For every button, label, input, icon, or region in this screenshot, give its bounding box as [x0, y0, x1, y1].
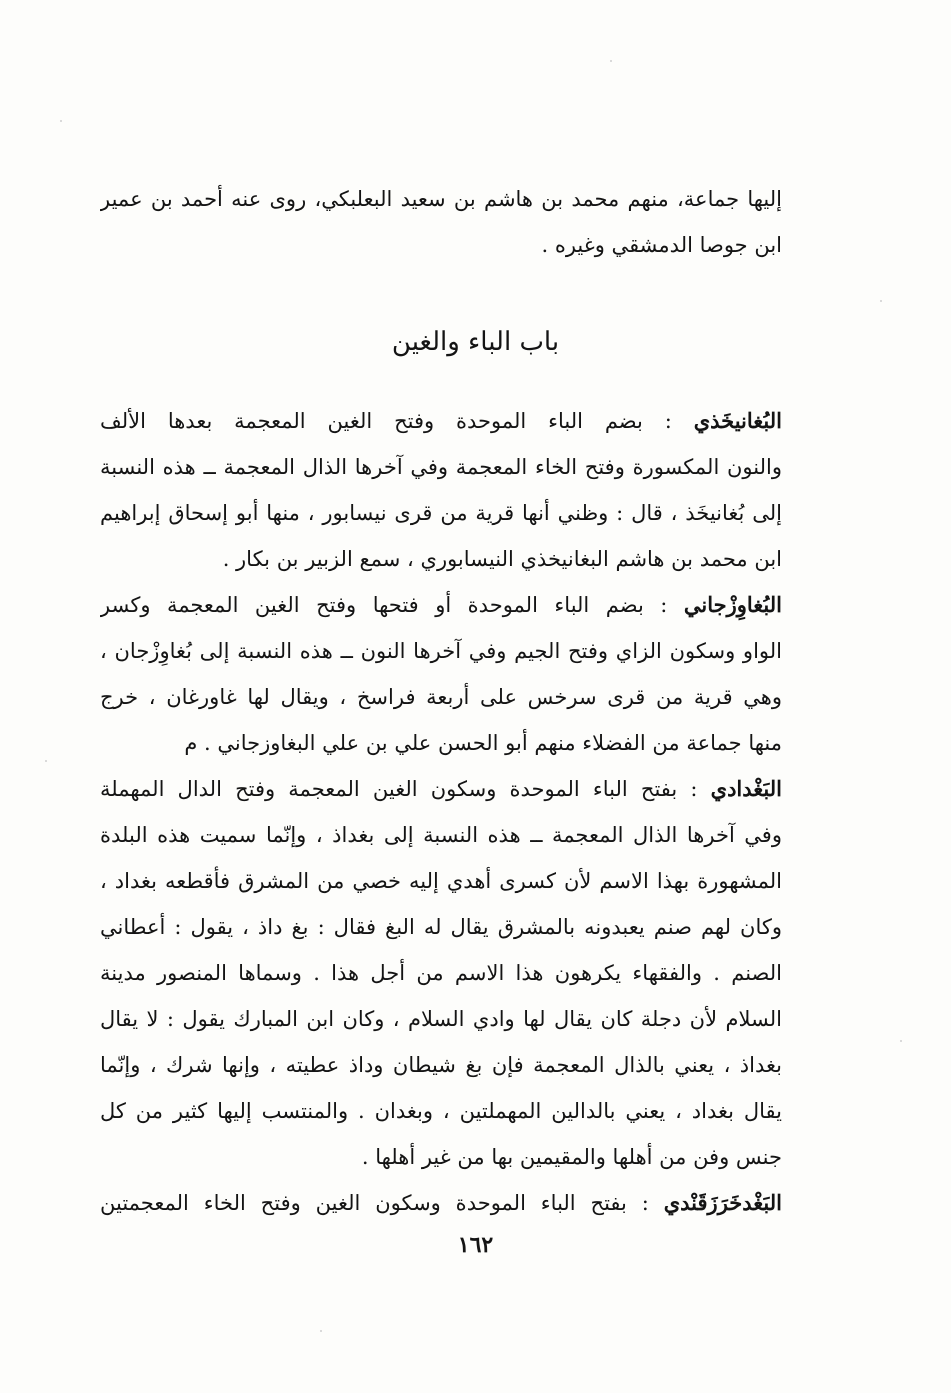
entry	[100, 1180, 782, 1226]
paper-speck	[610, 60, 612, 62]
text-line: المشهورة بهذا الاسم لأن كسرى أهدي إليه خصي من المشرق فأقطعه بغداد ،	[100, 869, 782, 893]
text-line: بغداذ ، يعني بالذال المعجمة فإن بغ شيطان وداذ عطيته ، وإنها شرك ، وإنّما	[100, 1053, 782, 1077]
entry	[100, 582, 782, 766]
text-line: ابن جوصا الدمشقي وغيره .	[541, 233, 782, 257]
entry-first-line	[100, 398, 782, 444]
entry-term: البَغْدادي	[710, 776, 782, 801]
entry	[100, 398, 782, 582]
text-line: إليها جماعة، منهم محمد بن هاشم بن سعيد البعلبكي، روى عنه أحمد بن عمير	[100, 187, 782, 211]
text-line: إلى بُغانيخَذ ، قال : وظني أنها قرية من قرى نيسابور ، منها أبو إسحاق إبراهيم	[100, 501, 782, 525]
paper-speck	[900, 1040, 902, 1042]
entry-definition: : بضم الباء الموحدة وفتح الغين المعجمة بعدها الألف	[100, 409, 694, 433]
text-line: منها جماعة من الفضلاء منهم أبو الحسن علي بن علي البغاوزجاني . م	[184, 731, 782, 755]
text-line: والنون المكسورة وفتح الخاء المعجمة وفي آخرها الذال المعجمة ــ هذه النسبة	[100, 455, 782, 479]
entry-term: البَغْدخَرَزَقَنْدي	[663, 1190, 782, 1215]
text-line: وكان لهم صنم يعبدونه بالمشرق يقال له البغ فقال : بغ داذ ، يقول : أعطاني	[100, 915, 782, 939]
paper-speck	[320, 1330, 322, 1332]
entry-term: البُغاوِزْجاني	[683, 592, 782, 617]
text-line: جنس وفن من أهلها والمقيمين بها من غير أهلها .	[361, 1145, 782, 1169]
entries-block	[100, 398, 782, 1226]
text-line: الواو وسكون الزاي وفتح الجيم وفي آخرها النون ــ هذه النسبة إلى بُغاوِزْجان ،	[100, 639, 782, 663]
text-line: وهي قرية من قرى سرخس على أربعة فراسخ ، ويقال لها غاورغان ، خرج	[100, 685, 782, 709]
entry-definition: : بفتح الباء الموحدة وسكون الغين المعجمة وفتح الدال المهملة	[100, 777, 711, 801]
entry-first-line	[100, 582, 782, 628]
entry	[100, 766, 782, 1180]
entry-first-line	[100, 1180, 782, 1226]
entry-definition: : بفتح الباء الموحدة وسكون الغين وفتح الخاء المعجمتين	[100, 1191, 664, 1215]
paper-speck	[60, 120, 62, 122]
paper-speck	[880, 300, 882, 302]
text-line: وفي آخرها الذال المعجمة ــ هذه النسبة إلى بغداذ ، وإنّما سميت هذه البلدة	[100, 823, 782, 847]
top-paragraph	[100, 176, 782, 268]
section-heading: باب الباء والغين	[391, 327, 560, 357]
text-line: ابن محمد بن هاشم البغانيخذي النيسابوري ، سمع الزبير بن بكار .	[222, 547, 782, 571]
text-line: يقال بغداد ، يعني بالدالين المهملتين ، وبغدان . والمنتسب إليها كثير من كل	[100, 1099, 782, 1123]
entry-term: البُغانيخَذي	[693, 408, 782, 433]
text-line: السلام لأن دجلة كان يقال لها وادي السلام ، وكان ابن المبارك يقول : لا يقال	[100, 1007, 782, 1031]
text-line: الصنم . والفقهاء يكرهون هذا الاسم من أجل هذا . وسماها المنصور مدينة	[100, 961, 782, 985]
page-number: ١٦٢	[457, 1232, 494, 1258]
paper-speck	[45, 760, 47, 762]
entry-definition: : بضم الباء الموحدة أو فتحها وفتح الغين المعجمة وكسر	[100, 593, 684, 617]
entry-first-line	[100, 766, 782, 812]
